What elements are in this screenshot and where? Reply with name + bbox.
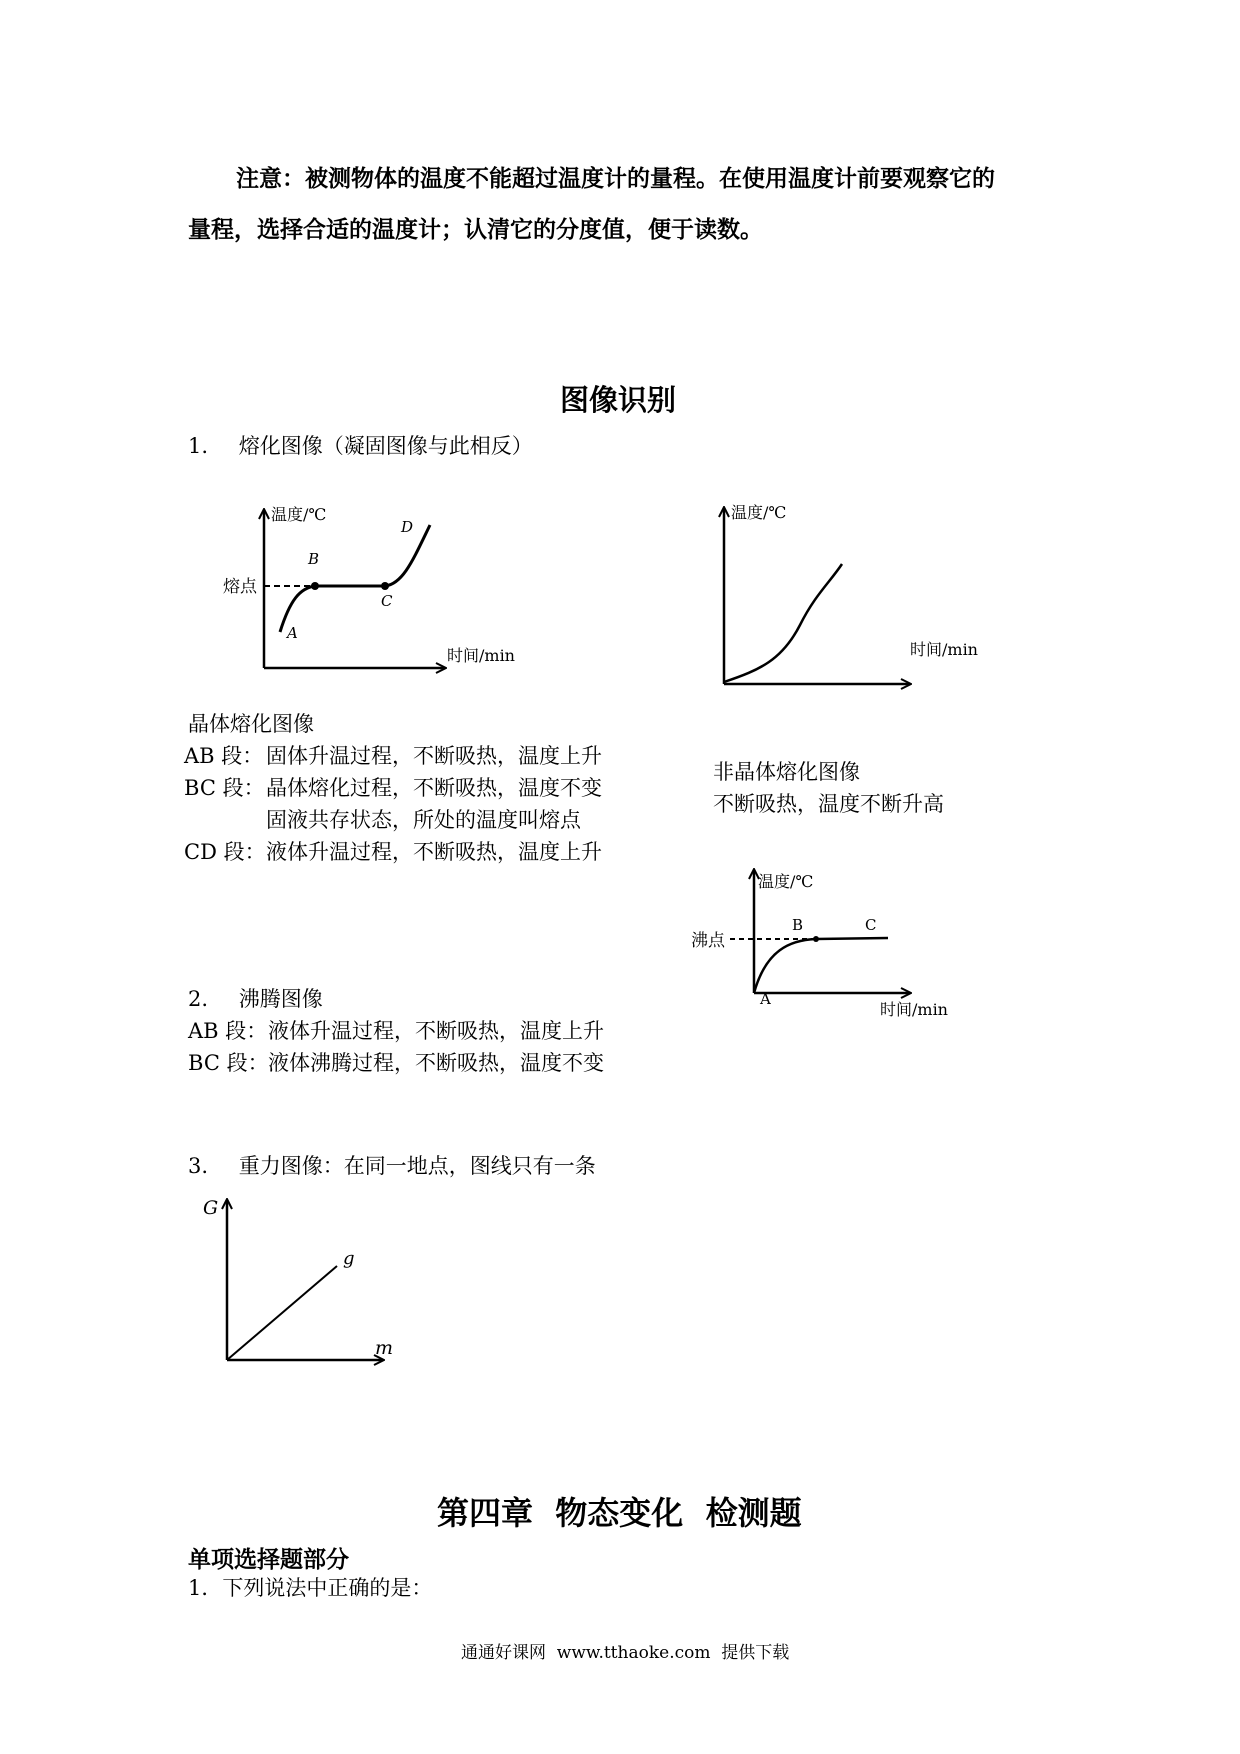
item1-heading-text: 熔化图像（凝固图像与此相反） (238, 434, 533, 458)
point-c-dot (381, 582, 389, 590)
amorphous-curve (724, 564, 842, 682)
crystal-line-bc (184, 772, 602, 804)
boiling-point-b-label: B (792, 916, 804, 934)
point-b-label: B (308, 550, 320, 568)
gravity-line-label: g (343, 1248, 355, 1269)
crystal-melting-chart (215, 500, 535, 680)
point-c-label: C (381, 592, 393, 610)
boiling-line-bc (188, 1047, 604, 1079)
segment-desc: 固体升温过程，不断吸热，温度上升 (266, 744, 602, 768)
segment-label: AB 段： (188, 1019, 268, 1043)
amorphous-desc: 不断吸热，温度不断升高 (713, 792, 944, 816)
item3-heading-text: 重力图像：在同一地点，图线只有一条 (238, 1154, 596, 1178)
point-d-label: D (401, 518, 414, 536)
amorphous-x-label: 时间/min (910, 640, 978, 659)
boiling-point-c-label: C (865, 916, 877, 934)
segment-desc: 液体升温过程，不断吸热，温度上升 (266, 840, 602, 864)
segment-desc: 晶体熔化过程，不断吸热，温度不变 (266, 776, 602, 800)
crystal-line-bc-cont (184, 804, 602, 836)
segment-label: CD 段： (184, 840, 266, 864)
subsection-title: 单项选择题部分 (188, 1546, 349, 1573)
crystal-line-cd (184, 836, 602, 868)
boiling-x-label: 时间/min (880, 1000, 948, 1019)
crystal-caption: 晶体熔化图像 (188, 712, 314, 736)
item1-heading (188, 430, 533, 462)
crystal-curve (280, 525, 430, 632)
note-line-2: 量程，选择合适的温度计；认清它的分度值，便于读数。 (188, 216, 763, 243)
boiling-curve (754, 938, 888, 993)
item2-number: 2. (188, 987, 209, 1011)
boiling-point-b-dot (813, 936, 819, 942)
gravity-chart (195, 1192, 415, 1372)
point-a-label: A (287, 624, 298, 642)
boiling-chart (690, 860, 970, 1020)
segment-label: BC 段： (188, 1051, 269, 1075)
gravity-x-label: m (375, 1337, 394, 1359)
segment-desc: 液体沸腾过程，不断吸热，温度不变 (268, 1051, 604, 1075)
crystal-lines (184, 740, 602, 868)
boiling-point-label: 沸点 (691, 931, 725, 951)
crystal-line-ab (184, 740, 602, 772)
item1-number: 1. (188, 434, 209, 458)
note-line-1: 注意：被测物体的温度不能超过温度计的量程。在使用温度计前要观察它的 (236, 165, 995, 192)
gravity-line (227, 1266, 337, 1360)
section-title: 图像识别 (560, 383, 677, 417)
crystal-x-label: 时间/min (447, 646, 515, 665)
item2-heading-text: 沸腾图像 (238, 987, 323, 1011)
segment-desc: 固液共存状态，所处的温度叫熔点 (266, 808, 581, 832)
footer-text: 通通好课网 www.tthaoke.com 提供下载 (461, 1643, 790, 1663)
segment-desc: 液体升温过程，不断吸热，温度上升 (268, 1019, 604, 1043)
segment-label (184, 804, 266, 836)
amorphous-melting-chart (700, 500, 980, 700)
melting-point-label: 熔点 (223, 577, 257, 597)
segment-label: AB 段： (184, 744, 264, 768)
point-b-dot (311, 582, 319, 590)
boiling-line-ab (188, 1015, 604, 1047)
boiling-y-label: 温度/℃ (758, 872, 814, 891)
item3-heading (188, 1150, 596, 1182)
crystal-y-label: 温度/℃ (271, 505, 327, 524)
boiling-point-a-label: A (760, 990, 771, 1008)
item2-lines (188, 1015, 604, 1079)
item3-number: 3. (188, 1154, 209, 1178)
gravity-y-label: G (203, 1197, 219, 1219)
amorphous-caption: 非晶体熔化图像 (713, 760, 860, 784)
chapter-title: 第四章 物态变化 检测题 (437, 1494, 802, 1532)
amorphous-y-label: 温度/℃ (731, 503, 787, 522)
item2-heading (188, 983, 323, 1015)
segment-label: BC 段： (184, 776, 265, 800)
question-1: 1．下列说法中正确的是： (188, 1576, 433, 1600)
